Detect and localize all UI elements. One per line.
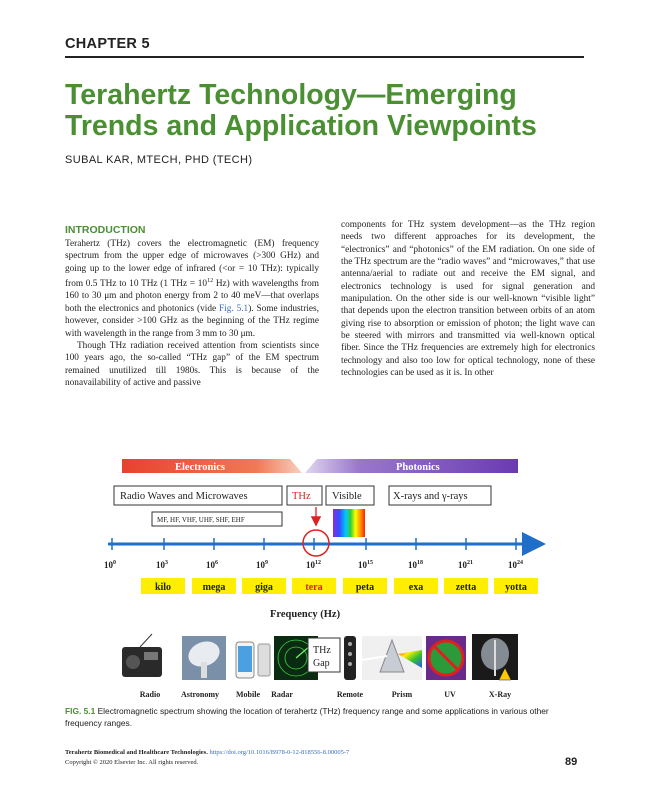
axis-tick-labels	[104, 560, 523, 570]
tick-label: $10^6$	[206, 560, 218, 570]
remote-icon	[344, 636, 356, 680]
tick-exponent: 6	[215, 560, 218, 566]
prefix-label: mega	[202, 582, 226, 593]
astronomy-icon	[182, 636, 226, 680]
footer-book: Terahertz Biomedical and Healthcare Technologies.	[65, 749, 210, 756]
prefix-label: peta	[355, 582, 375, 593]
radio-icon	[122, 634, 162, 677]
figure-link[interactable]: Fig. 5.1	[218, 303, 249, 314]
paragraph-2: Though THz radiation received attention from scientists since 100 years ago, the so-called “THz gap” of the EM spectrum remained unutilized till 1980s. This is because of the nonavailability of active and passive	[65, 340, 319, 388]
column-left	[65, 224, 319, 389]
tick-exponent: 3	[165, 560, 168, 566]
header-rule	[65, 56, 584, 58]
prefix-label: exa	[408, 582, 424, 593]
photonics-label: Photonics	[396, 462, 440, 473]
tick-label: $10^{15}$	[358, 560, 373, 570]
visible-box-label: Visible	[332, 491, 362, 502]
title-line-1: Terahertz Technology—Emerging	[65, 79, 517, 111]
author: SUBAL KAR, MTECH, PHD (TECH)	[65, 154, 253, 166]
tick-exponent: 12	[315, 560, 321, 566]
tick-label: $10^{12}$	[306, 560, 321, 570]
thz-gap-line1: THz	[313, 645, 331, 656]
thz-box-label: THz	[292, 491, 311, 502]
application-label: Remote	[336, 690, 364, 699]
page-number: 89	[565, 756, 578, 768]
spectrum-figure	[100, 454, 550, 704]
axis-label: Frequency (Hz)	[270, 609, 341, 620]
tick-exponent: 21	[467, 560, 473, 566]
tick-label: $10^{21}$	[458, 560, 473, 570]
paragraph-1-text-b: Hz) with wavelengths from 160 to 30 μm and photon energy from 2 to 40 meV—that overlaps both the electronics and photonics (vide	[65, 279, 319, 314]
tick-exponent: 18	[417, 560, 423, 566]
tick-label: $10^{24}$	[508, 560, 523, 570]
tick-label: $10^9$	[256, 560, 268, 570]
paragraph-3: components for THz system development—as the THz region needs two different approaches for its development, the “electronics” and “photonics” of the EM radiation. On one side of the THz spectrum are the “radio waves” and “microwaves,” that use antenna/aerial to radiate out and receive the EM signal, and electronics technology is used for signal generation and manipulation. On the other side is our well-known “visible light” that depends upon the electron transition between orbits of an atom giving rise to absorption or emission of photon; the light wave can be steered with mirrors and transmitted via well-known optical fiber. Since the THz frequencies are extremely high for electronics technology and also too low for optical technology, none of these technologies can be used as it is. In other	[341, 220, 595, 379]
footer-citation	[65, 749, 349, 756]
xray-box-label: X-rays and γ-rays	[393, 491, 468, 502]
application-label: Prism	[391, 690, 413, 699]
tick-label: $10^3$	[156, 560, 168, 570]
xray-icon	[472, 634, 518, 680]
application-label: X-Ray	[488, 690, 512, 699]
prefix-label: tera	[305, 582, 323, 593]
uv-icon	[426, 636, 466, 680]
application-label: Radar	[271, 690, 293, 699]
caption-text: Electromagnetic spectrum showing the location of terahertz (THz) frequency range and some applications in various other frequency ranges.	[65, 706, 549, 728]
column-right	[341, 219, 595, 379]
footer-copyright: Copyright © 2020 Elsevier Inc. All rights reserved.	[65, 759, 199, 766]
chapter-title	[65, 80, 595, 142]
tick-exponent: 24	[517, 560, 523, 566]
tick-exponent: 15	[367, 560, 373, 566]
application-labels	[140, 690, 511, 699]
footer-doi-link[interactable]: https://doi.org/10.1016/B978-0-12-818556-8.00005-7	[209, 749, 350, 756]
mobile-icon	[236, 642, 270, 678]
prefix-label: kilo	[154, 582, 172, 593]
paragraph-1-text-a: Terahertz (THz) covers the electromagnetic (EM) frequency spectrum from the upper edge of microwaves (>300 GHz) and going up to the lower edge of infrared (<or = 10 THz): typically from 0.5 THz to 10 THz (1 THz = 10	[65, 239, 319, 290]
prefix-label: zetta	[455, 582, 477, 593]
title-line-2: Trends and Application Viewpoints	[65, 110, 537, 142]
application-label: Mobile	[236, 690, 260, 699]
figure-caption	[65, 706, 585, 729]
bands-label: MF, HF, VHF, UHF, SHF, EHF	[157, 516, 245, 524]
visible-spectrum	[333, 509, 365, 537]
prefix-row	[141, 578, 538, 594]
prism-icon	[362, 636, 422, 680]
superscript: 12	[207, 278, 214, 285]
thz-gap-line2: Gap	[313, 658, 330, 669]
section-heading: INTRODUCTION	[65, 224, 146, 236]
chapter-label: CHAPTER 5	[65, 36, 150, 52]
caption-label: FIG. 5.1	[65, 706, 96, 716]
radio-box-label: Radio Waves and Microwaves	[120, 491, 248, 502]
electronics-label: Electronics	[175, 462, 225, 473]
tick-exponent: 9	[265, 560, 268, 566]
tick-exponent: 0	[113, 560, 116, 566]
application-label: Astronomy	[180, 690, 220, 699]
prefix-label: giga	[255, 582, 273, 593]
prefix-label: yotta	[505, 582, 527, 593]
tick-label: $10^{18}$	[408, 560, 423, 570]
tick-label: $10^0$	[104, 560, 116, 570]
application-label: UV	[444, 690, 456, 699]
paragraph-1-text-c: ). Some industries, however, consider >100 GHz as the beginning of the THz regime with wavelength in the range from 3 mm to 30 μm.	[65, 303, 319, 339]
application-label: Radio	[139, 690, 161, 699]
paragraph-1	[65, 238, 319, 340]
